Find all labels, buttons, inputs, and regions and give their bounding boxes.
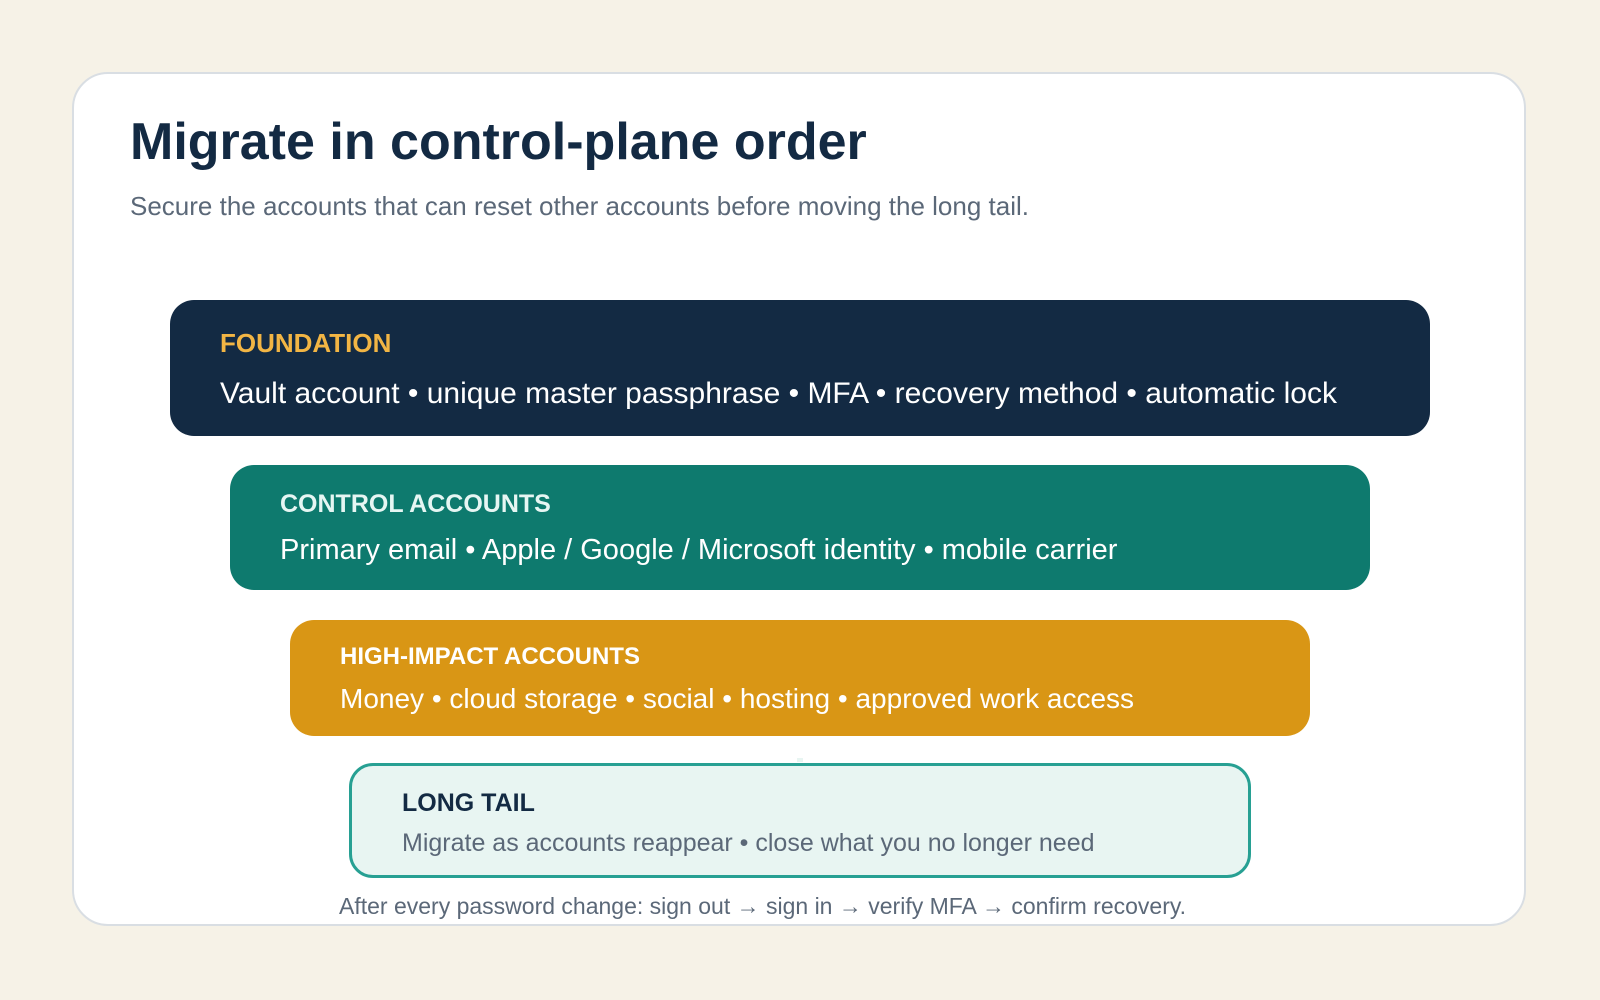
tier-high-impact-accounts xyxy=(290,620,1310,736)
page-subtitle: Secure the accounts that can reset other accounts before moving the long tail. xyxy=(130,191,1029,221)
tier-control-accounts xyxy=(230,465,1370,590)
page-title: Migrate in control-plane order xyxy=(130,113,867,171)
connector-mark xyxy=(797,758,803,762)
tier-control-accounts-text: Primary email • Apple / Google / Microsoft identity • mobile carrier xyxy=(280,534,1118,566)
tier-long-tail-label: LONG TAIL xyxy=(402,789,535,817)
tier-foundation-label: FOUNDATION xyxy=(220,328,392,358)
footer-note: After every password change: sign out → sign in → verify MFA → confirm recovery. xyxy=(339,893,1187,919)
tier-long-tail xyxy=(349,763,1251,878)
tier-high-impact-accounts-text: Money • cloud storage • social • hosting • approved work access xyxy=(340,683,1135,714)
tier-foundation xyxy=(170,300,1430,436)
tier-foundation-text: Vault account • unique master passphrase • MFA • recovery method • automatic lock xyxy=(220,377,1337,410)
tier-high-impact-accounts-label: HIGH-IMPACT ACCOUNTS xyxy=(340,643,640,670)
tier-long-tail-text: Migrate as accounts reappear • close what you no longer need xyxy=(402,829,1095,857)
tier-control-accounts-label: CONTROL ACCOUNTS xyxy=(280,490,551,518)
